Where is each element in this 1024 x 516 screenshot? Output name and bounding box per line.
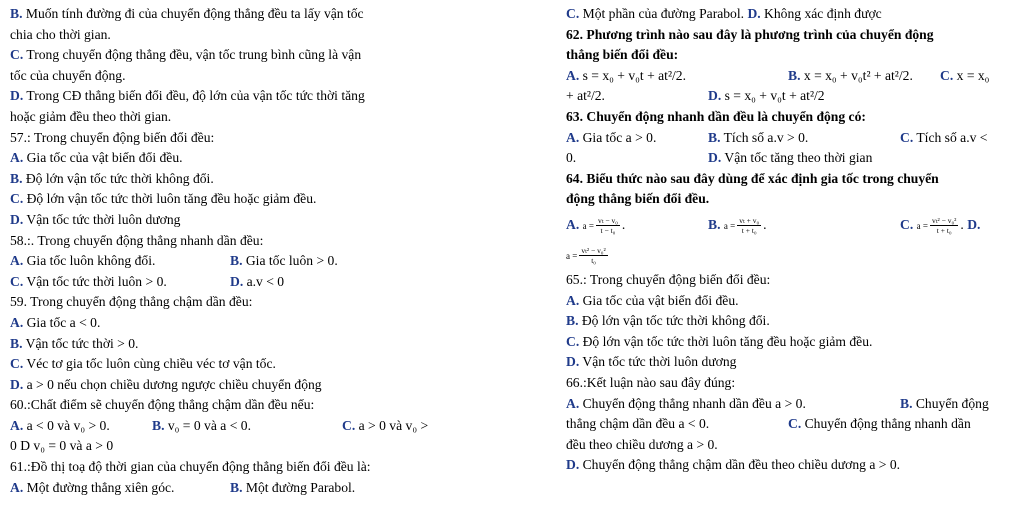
option-text: Muốn tính đường đi của chuyển động thẳng đều ta lấy vận tốc — [22, 6, 364, 21]
option-label: B. — [708, 216, 721, 232]
option-text: Một phần của đường Parabol. — [579, 6, 745, 21]
option-label: B. — [230, 253, 243, 269]
formula-c — [930, 216, 958, 235]
question-60: 60.:Chất điểm sẽ chuyển động thẳng chậm dần đều nếu: — [10, 397, 315, 413]
option-62-d — [708, 86, 825, 107]
option-text: Một đường thẳng xiên góc. — [23, 479, 175, 495]
option-text: Vận tốc tức thời luôn dương — [579, 354, 737, 370]
option-66-a — [566, 396, 806, 411]
option-63-d — [708, 148, 872, 169]
option-61-d — [747, 6, 881, 21]
option-label: A. — [566, 292, 580, 308]
option-text: Gia tốc của vật biến đổi đều. — [23, 150, 183, 166]
question-57: 57.: Trong chuyển động biến đổi đều: — [10, 129, 215, 145]
formula-d-lhs: a = — [566, 250, 578, 261]
option-65-c — [566, 332, 1010, 353]
option-label: A. — [10, 314, 24, 330]
option-label: A. — [566, 395, 580, 411]
option-label: B. — [788, 67, 801, 83]
option-label: C. — [342, 417, 356, 433]
option-label: A. — [566, 67, 580, 83]
option-label: C. — [10, 191, 24, 207]
option-58-b — [230, 251, 338, 272]
option-label: D. — [10, 376, 24, 392]
option-text: Tích số a.v > 0. — [720, 129, 809, 145]
question-59: 59. Trong chuyển động thẳng chậm dần đều: — [10, 294, 253, 310]
options-66-ab — [566, 394, 1010, 415]
text-line — [10, 45, 496, 66]
left-column — [10, 4, 496, 498]
question-61: 61.:Đồ thị toạ độ thời gian của chuyển động thẳng biến đổi đều là: — [10, 459, 371, 475]
option-text: x = x₀ + v₀t² + at²/2. — [800, 67, 913, 83]
question-64: 64. Biểu thức nào sau đây dùng để xác định gia tốc trong chuyển — [566, 170, 939, 186]
question-64-cont: động thẳng biến đổi đều. — [566, 191, 710, 207]
option-59-a — [10, 313, 496, 334]
option-label: A. — [10, 479, 24, 495]
option-61-c — [566, 6, 744, 21]
option-label: C. — [10, 273, 24, 289]
formula-a-numerator: vₜ − v₀ — [597, 216, 618, 226]
option-text: Vận tốc tức thời luôn > 0. — [23, 273, 167, 289]
formula-c-lhs: a = — [916, 220, 928, 231]
options-60-abc — [10, 416, 496, 437]
option-text: Véc tơ gia tốc luôn cùng chiều véc tơ vận tốc. — [23, 356, 276, 372]
formula-b — [737, 216, 761, 235]
option-64-d — [566, 240, 1010, 270]
option-text: a > 0 và v₀ > — [355, 417, 429, 433]
option-text: Vận tốc tức thời luôn dương — [23, 211, 181, 227]
option-61-a — [10, 480, 174, 495]
options-61-ab — [10, 478, 496, 499]
option-text: Chuyển động thẳng nhanh dần — [801, 416, 971, 432]
question-58: 58.:. Trong chuyển động thẳng nhanh dần đều: — [10, 232, 264, 248]
options-66-bc — [566, 414, 1010, 435]
option-label: D. — [566, 354, 580, 370]
option-label: B. — [10, 170, 23, 186]
option-text: Vận tốc tức thời > 0. — [22, 335, 139, 351]
option-text: x = x₀ — [953, 67, 990, 83]
option-label: B. — [10, 335, 23, 351]
question-63: 63. Chuyển động nhanh dần đều là chuyển động có: — [566, 108, 866, 124]
option-text: Một đường Parabol. — [242, 479, 356, 495]
option-text: Độ lớn vận tốc tức thời không đổi. — [22, 170, 214, 186]
option-text: Chuyển động thẳng nhanh dần đều a > 0. — [579, 395, 806, 411]
text-line: tốc của chuyển động. — [10, 67, 126, 83]
option-text: Gia tốc luôn không đổi. — [23, 253, 156, 269]
option-61-b — [230, 478, 355, 499]
text-line — [10, 4, 496, 25]
option-text: a.v < 0 — [243, 273, 285, 289]
option-label: C. — [900, 216, 914, 232]
text-line — [10, 86, 496, 107]
option-text: Trong chuyển động thẳng đều, vận tốc trung bình cũng là vận — [23, 47, 362, 63]
right-column — [566, 4, 1010, 476]
option-66-b-cont: thẳng chậm dần đều a < 0. — [566, 416, 710, 432]
question-66: 66.:Kết luận nào sau đây đúng: — [566, 374, 736, 390]
option-label: B. — [708, 129, 721, 145]
option-label: D. — [708, 88, 722, 104]
option-57-b — [10, 169, 496, 190]
option-text: Gia tốc a > 0. — [579, 129, 657, 145]
text-line: chia cho thời gian. — [10, 26, 111, 42]
option-57-a — [10, 148, 496, 169]
option-text: s = x₀ + v₀t + at²/2 — [721, 88, 825, 104]
option-57-c — [10, 189, 496, 210]
formula-c-denominator: t + t₀ — [936, 226, 952, 236]
formula-d — [579, 246, 607, 265]
option-label: C. — [900, 129, 914, 145]
option-60-b — [152, 416, 251, 437]
option-label: A. — [566, 129, 580, 145]
option-65-a — [566, 291, 1010, 312]
option-63-a — [566, 130, 656, 145]
option-text: Không xác định được — [760, 6, 882, 21]
option-63-c-cont: 0. — [566, 150, 577, 166]
option-66-c-cont: đều theo chiều dương a > 0. — [566, 436, 718, 452]
option-label: D. — [566, 457, 580, 473]
option-label: B. — [10, 6, 23, 21]
option-59-c — [10, 354, 496, 375]
option-label: B. — [900, 395, 913, 411]
option-label: D. — [747, 6, 761, 21]
option-text: v₀ = 0 và a < 0. — [164, 417, 251, 433]
text-line: hoặc giảm đều theo thời gian. — [10, 108, 172, 124]
option-text: a < 0 và v₀ > 0. — [23, 417, 110, 433]
option-60-d: 0 D v₀ = 0 và a > 0 — [10, 438, 114, 454]
option-57-d — [10, 210, 496, 231]
option-64-a: A. a = $\frac{\text{vₜ − v₀}}{\text{t − t₀}}$ . — [566, 216, 626, 236]
option-text: Gia tốc luôn > 0. — [242, 253, 338, 269]
options-63-abc — [566, 128, 1010, 149]
options-64-abcd — [566, 210, 1010, 240]
option-label: C. — [10, 47, 24, 63]
option-58-d — [230, 272, 284, 293]
option-text: Chuyển động thẳng chậm dần đều theo chiều dương a > 0. — [579, 457, 901, 473]
question-65: 65.: Trong chuyển động biến đổi đều: — [566, 271, 771, 287]
option-label: D. — [10, 88, 24, 104]
options-62-abc — [566, 66, 1010, 87]
option-62-c-cont: + at²/2. — [566, 88, 605, 104]
option-65-d — [566, 352, 1010, 373]
option-66-d — [566, 455, 1010, 476]
option-59-d — [10, 375, 496, 396]
option-64-c: C. a = $\frac{\text{vₜ² − v₀²}}{\text{t + t₀}}$ . D. — [900, 216, 981, 236]
option-label: D. — [708, 150, 722, 166]
option-text: a > 0 nếu chọn chiều dương ngược chiều chuyển động — [23, 376, 322, 392]
option-label: D. — [10, 211, 24, 227]
option-label: A. — [566, 216, 580, 232]
option-text: s = x₀ + v₀t + at²/2. — [579, 67, 687, 83]
formula-a-denominator: t − t₀ — [600, 226, 616, 236]
option-62-a — [566, 68, 686, 83]
options-58-cd — [10, 272, 496, 293]
formula-d-denominator: t₀ — [591, 256, 596, 266]
option-text: Tích số a.v < — [913, 129, 988, 145]
option-63-c — [900, 128, 987, 149]
option-text: Trong CĐ thẳng biến đổi đều, độ lớn của vận tốc tức thời tăng — [23, 88, 365, 104]
option-66-b — [900, 394, 989, 415]
formula-b-denominator: t + t₀ — [741, 226, 757, 236]
options-58-ab — [10, 251, 496, 272]
formula-a-lhs: a = — [582, 220, 594, 231]
formula-d-numerator: vₜ² − v₀² — [581, 246, 606, 256]
option-label: A. — [10, 150, 24, 166]
formula-a — [596, 216, 620, 235]
option-label: C. — [566, 333, 580, 349]
option-text: Độ lớn vận tốc tức thời không đổi. — [578, 313, 770, 329]
options-62-cd — [566, 86, 1010, 107]
option-65-b — [566, 311, 1010, 332]
option-60-c — [342, 416, 428, 437]
question-62: 62. Phương trình nào sau đây là phương trình của chuyển động — [566, 26, 934, 42]
option-text: Vận tốc tăng theo thời gian — [721, 150, 873, 166]
option-58-a — [10, 253, 155, 268]
option-text: Chuyển động — [912, 395, 989, 411]
option-66-c — [788, 414, 971, 435]
option-64-b: B. a = $\frac{\text{vₜ + v₀}}{\text{t + t₀}}$ . — [708, 216, 767, 236]
option-label: C. — [940, 67, 954, 83]
option-62-c — [940, 66, 989, 87]
option-text: Độ lớn vận tốc tức thời luôn tăng đều hoặc giảm đều. — [23, 191, 317, 207]
option-58-c — [10, 274, 167, 289]
question-62-cont: thẳng biến đổi đều: — [566, 47, 679, 63]
option-text: Gia tốc của vật biến đổi đều. — [579, 292, 739, 308]
option-label: D. — [230, 273, 244, 289]
option-label-64-d: D. — [967, 216, 981, 232]
option-label: B. — [230, 479, 243, 495]
option-label: B. — [152, 417, 165, 433]
formula-c-numerator: vₜ² − v₀² — [931, 216, 957, 226]
option-59-b — [10, 334, 496, 355]
option-label: C. — [10, 356, 24, 372]
formula-b-lhs: a = — [723, 220, 736, 231]
formula-b-numerator: vₜ + v₀ — [739, 216, 760, 226]
option-label: C. — [788, 416, 802, 432]
option-62-b — [788, 66, 913, 87]
option-63-b — [708, 128, 808, 149]
option-label: B. — [566, 313, 579, 329]
option-60-a — [10, 418, 110, 433]
option-label: A. — [10, 253, 24, 269]
option-text: Gia tốc a < 0. — [23, 314, 101, 330]
options-61-cd — [566, 4, 1010, 25]
options-63-cd — [566, 148, 1010, 169]
option-label: C. — [566, 6, 580, 21]
option-text: Độ lớn vận tốc tức thời luôn tăng đều hoặc giảm đều. — [579, 333, 873, 349]
option-label: A. — [10, 417, 24, 433]
